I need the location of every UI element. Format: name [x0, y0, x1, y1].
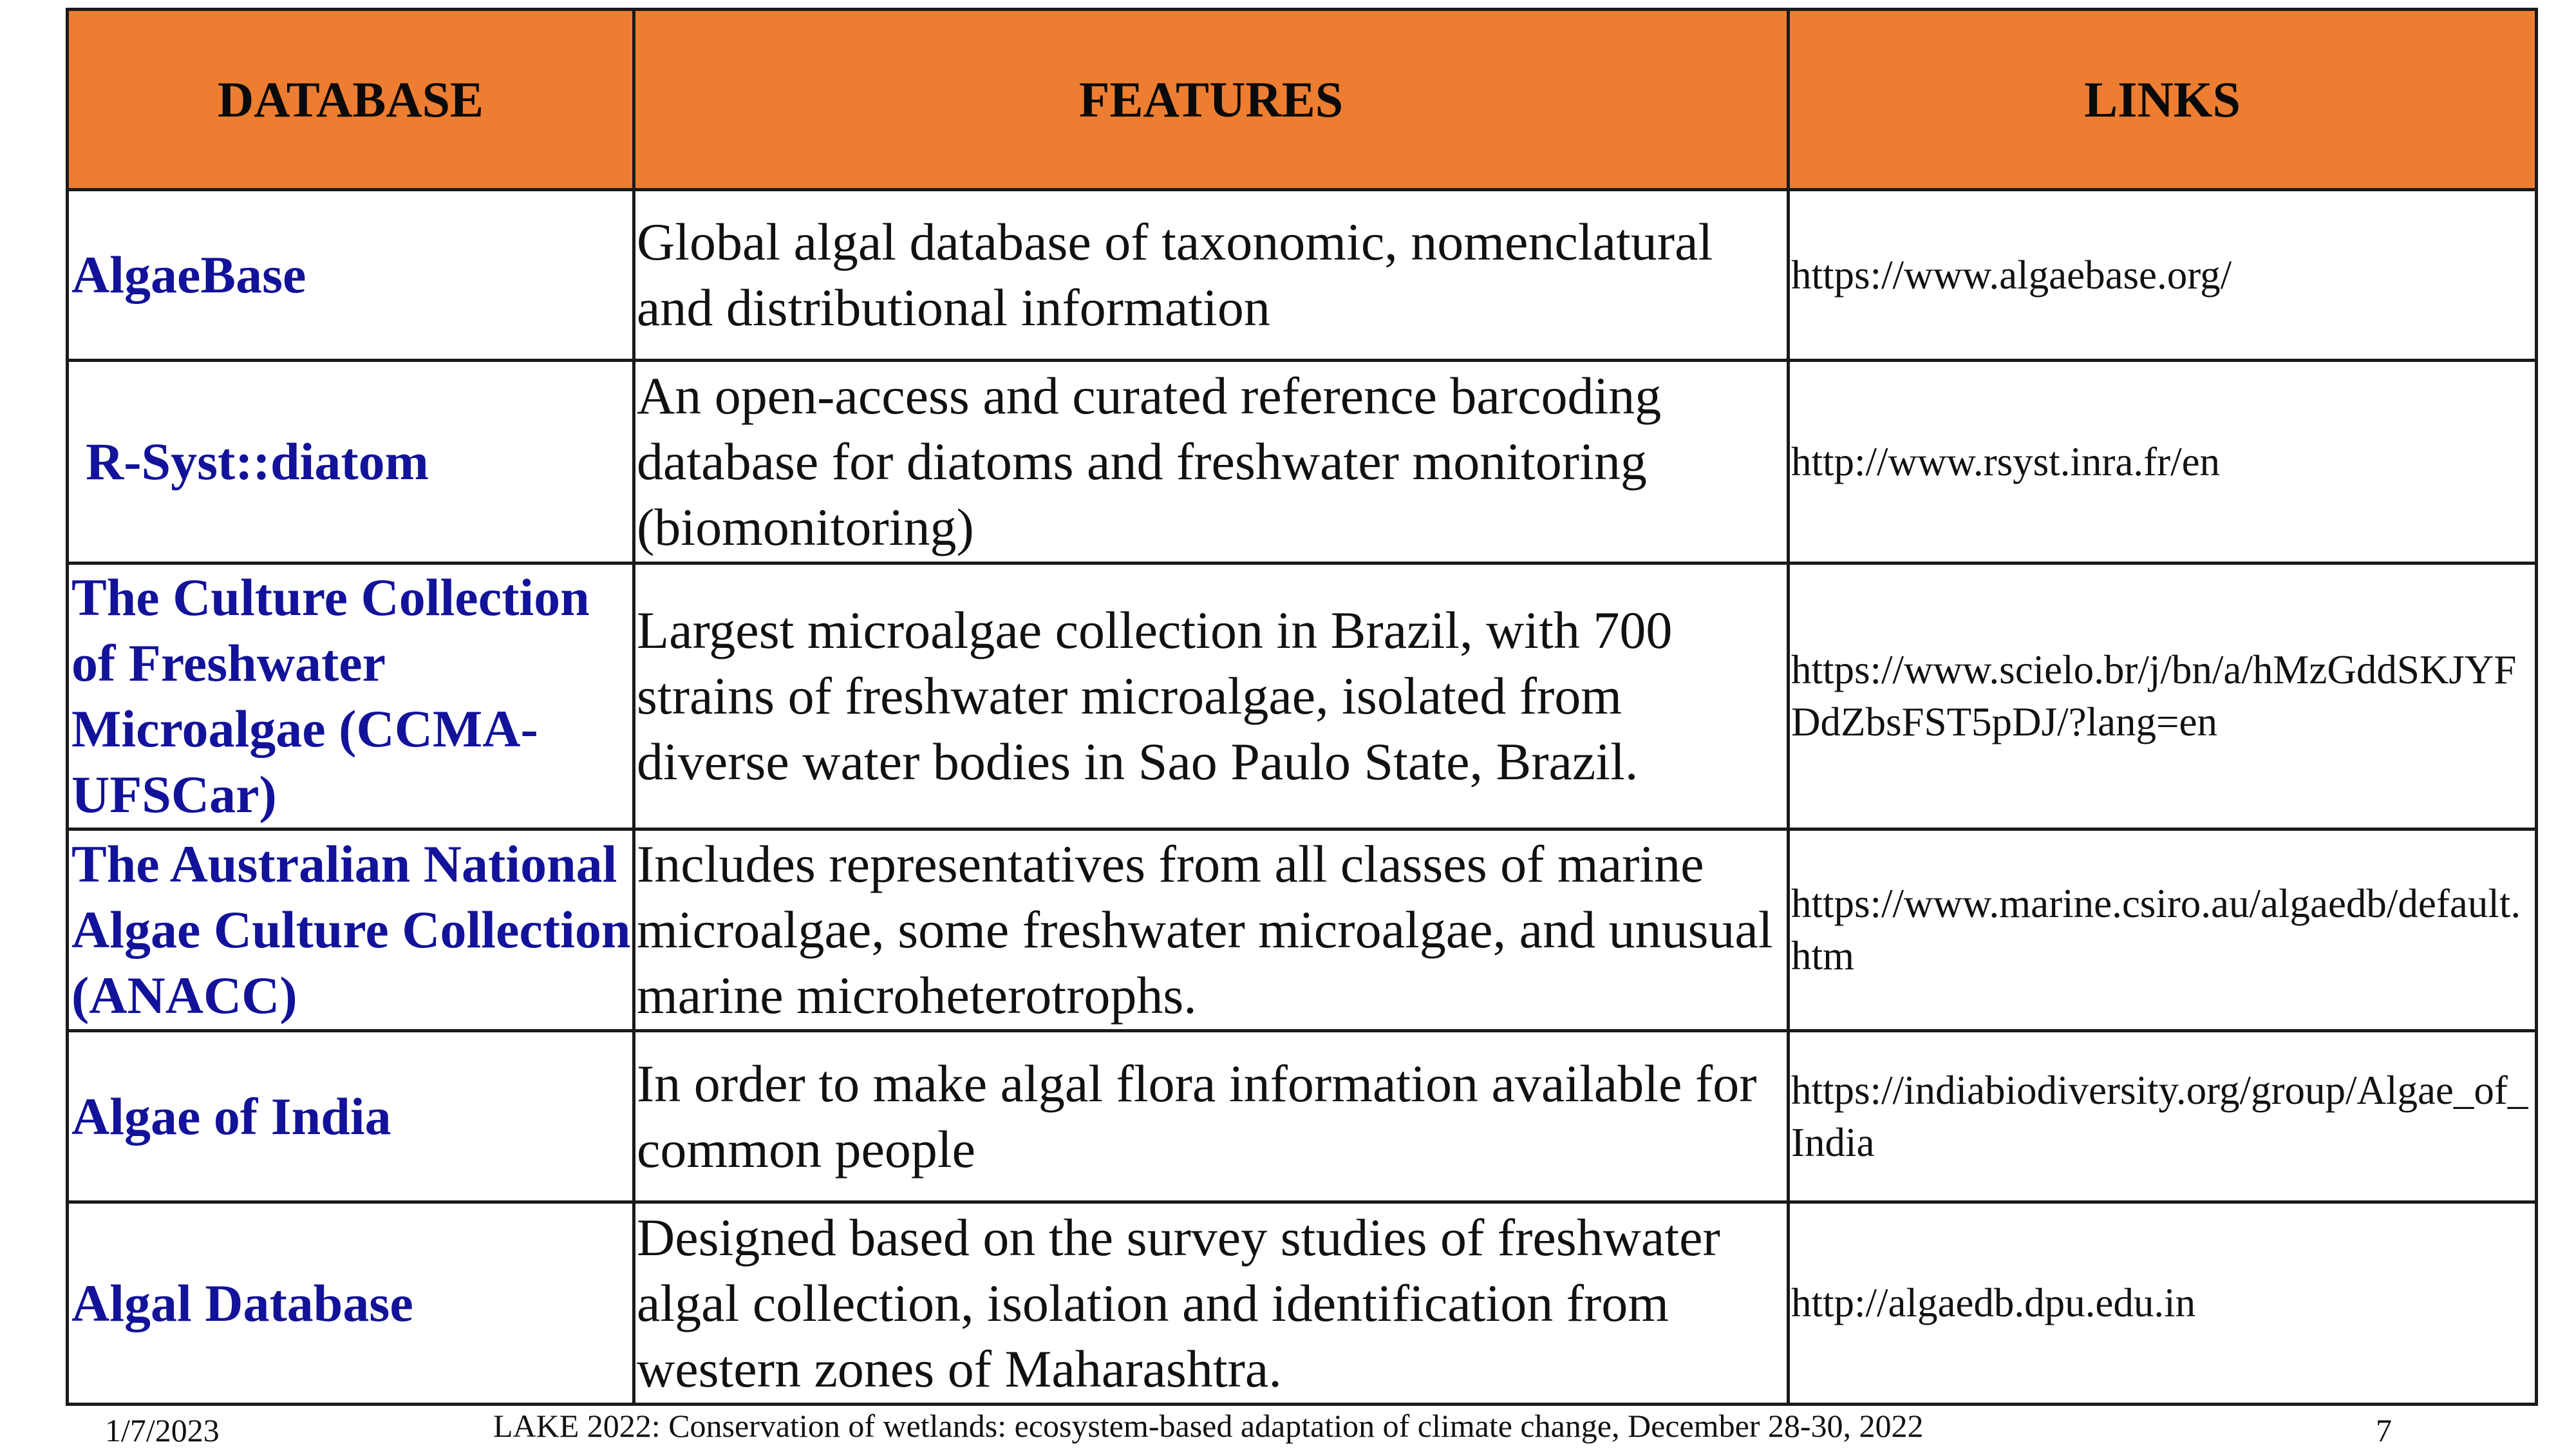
database-features: In order to make algal flora information available for common people	[634, 1031, 1789, 1202]
database-features: Includes representatives from all classes of marine microalgae, some freshwater microalgae, and unusual marine microheterotrophs.	[634, 829, 1789, 1031]
database-link[interactable]: https://www.marine.csiro.au/algaedb/default.htm	[1789, 829, 2537, 1031]
table-header-row	[68, 10, 2537, 190]
database-features: Designed based on the survey studies of freshwater algal collection, isolation and identification from western zones of Maharashtra.	[634, 1202, 1789, 1405]
table-row	[68, 361, 2537, 564]
footer-title: LAKE 2022: Conservation of wetlands: ecosystem-based adaptation of climate change, December 28-30, 2022	[493, 1408, 1924, 1444]
database-features: An open-access and curated reference barcoding database for diatoms and freshwater monitoring (biomonitoring)	[634, 361, 1789, 564]
database-link[interactable]: https://www.algaebase.org/	[1789, 190, 2537, 361]
database-link[interactable]: http://algaedb.dpu.edu.in	[1789, 1202, 2537, 1405]
database-link[interactable]: http://www.rsyst.inra.fr/en	[1789, 361, 2537, 564]
database-link[interactable]: https://www.scielo.br/j/bn/a/hMzGddSKJYFDdZbsFST5pDJ/?lang=en	[1789, 564, 2537, 829]
database-table	[66, 8, 2538, 1406]
table-row	[68, 190, 2537, 361]
page-number: 7	[2376, 1412, 2392, 1448]
database-name: AlgaeBase	[68, 190, 634, 361]
header-links: LINKS	[1789, 10, 2537, 190]
database-name: Algal Database	[68, 1202, 634, 1405]
database-link[interactable]: https://indiabiodiversity.org/group/Algae_of_India	[1789, 1031, 2537, 1202]
table-row	[68, 1031, 2537, 1202]
database-name: R-Syst::diatom	[68, 361, 634, 564]
footer-date: 1/7/2023	[105, 1412, 220, 1448]
database-name: Algae of India	[68, 1031, 634, 1202]
database-features: Global algal database of taxonomic, nomenclatural and distributional information	[634, 190, 1789, 361]
table-row	[68, 829, 2537, 1031]
header-features: FEATURES	[634, 10, 1789, 190]
table-row	[68, 1202, 2537, 1405]
table-row	[68, 564, 2537, 829]
database-name: The Australian National Algae Culture Collection (ANACC)	[68, 829, 634, 1031]
header-database: DATABASE	[68, 10, 634, 190]
database-features: Largest microalgae collection in Brazil, with 700 strains of freshwater microalgae, isolated from diverse water bodies in Sao Paulo State, Brazil.	[634, 564, 1789, 829]
database-name: The Culture Collection of Freshwater Microalgae (CCMA-UFSCar)	[68, 564, 634, 829]
